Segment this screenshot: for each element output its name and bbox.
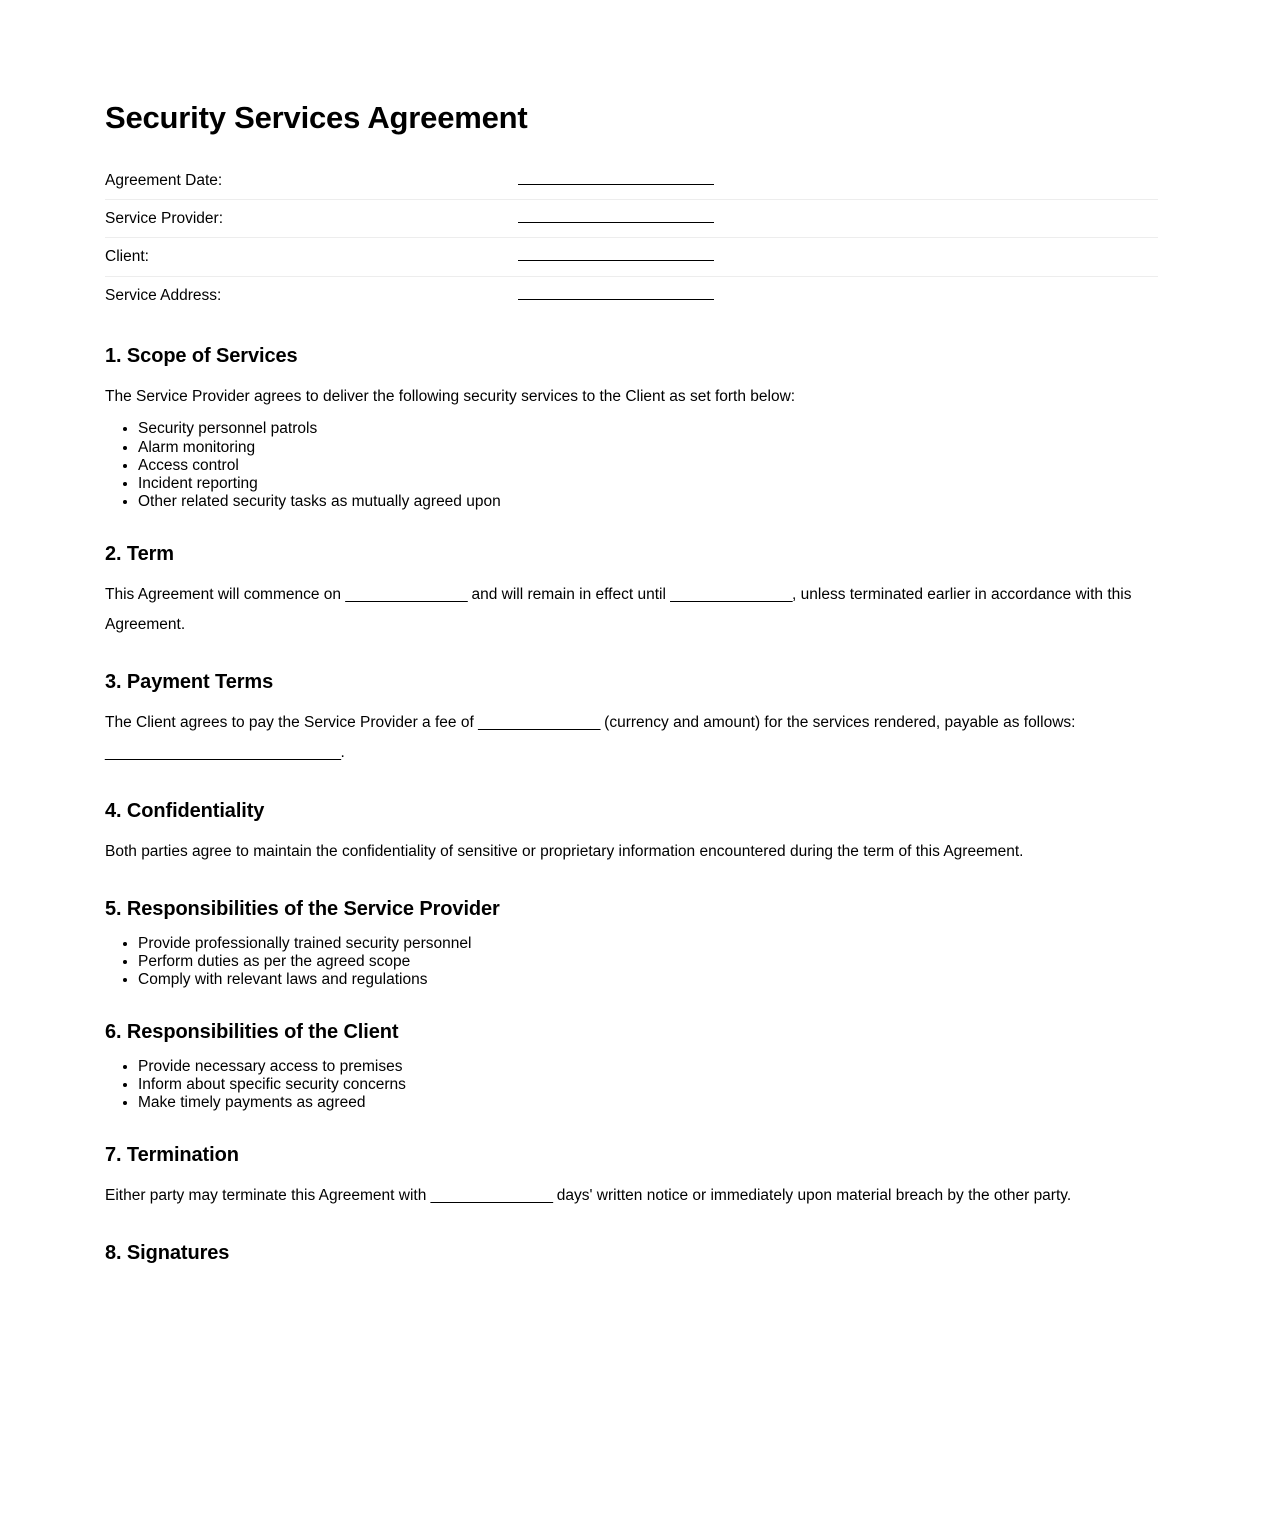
service-address-cell <box>518 276 1158 314</box>
list-item: • Perform duties as per the agreed scope <box>138 953 1158 971</box>
section-heading-signatures: 8. Signatures <box>105 1241 230 1264</box>
list-item: • Incident reporting <box>138 475 1158 493</box>
list-item: • Access control <box>138 457 1158 475</box>
client-responsibilities-list <box>105 1058 1158 1113</box>
client-cell <box>518 238 1158 276</box>
section-heading-client-responsibilities: 6. Responsibilities of the Client <box>105 1020 399 1043</box>
table-row <box>105 162 1158 200</box>
termination-text-before: Either party may terminate this Agreement with <box>105 1186 431 1204</box>
scope-intro-text: The Service Provider agrees to deliver the following security services to the Client as set forth below: <box>105 388 796 406</box>
section-heading-payment: 3. Payment Terms <box>105 671 274 694</box>
table-row <box>105 200 1158 238</box>
section-heading-provider-responsibilities: 5. Responsibilities of the Service Provider <box>105 897 500 920</box>
section-heading-termination: 7. Termination <box>105 1143 239 1166</box>
term-text-middle: and will remain in effect until <box>467 585 671 603</box>
termination-notice-blank[interactable]: _______________ <box>430 1186 553 1204</box>
list-item: • Other related security tasks as mutually agreed upon <box>138 493 1158 511</box>
term-start-blank[interactable]: _______________ <box>345 585 468 603</box>
page-title: Security Services Agreement <box>105 100 528 135</box>
payment-paragraph <box>105 708 1158 768</box>
agreement-date-label: Agreement Date: <box>105 162 518 200</box>
payment-text-after: (currency and amount) for the services rendered, payable as follows: <box>599 714 1076 732</box>
list-item: • Security personnel patrols <box>138 420 1158 438</box>
parties-table <box>105 162 1158 315</box>
payment-text-before: The Client agrees to pay the Service Provider a fee of <box>105 714 479 732</box>
section-heading-scope: 1. Scope of Services <box>105 345 298 368</box>
service-address-fill-line[interactable] <box>518 286 714 300</box>
term-paragraph <box>105 580 1158 640</box>
list-item: • Make timely payments as agreed <box>138 1094 1158 1112</box>
scope-list <box>105 420 1158 511</box>
client-label: Client: <box>105 238 518 276</box>
client-fill-line[interactable] <box>518 247 714 261</box>
confidentiality-text: Both parties agree to maintain the confidentiality of sensitive or proprietary information encountered during the term of this Agreement. <box>105 842 1024 860</box>
termination-paragraph <box>105 1181 1158 1211</box>
list-item: • Provide professionally trained security personnel <box>138 935 1158 953</box>
term-text-before: This Agreement will commence on <box>105 585 346 603</box>
list-item: • Alarm monitoring <box>138 439 1158 457</box>
payment-text-period: . <box>340 744 345 762</box>
parties-table-body <box>105 162 1158 315</box>
signatures-blank-area <box>105 1279 1158 1479</box>
service-provider-fill-line[interactable] <box>518 209 714 223</box>
section-heading-term: 2. Term <box>105 542 174 565</box>
agreement-date-fill-line[interactable] <box>518 171 714 185</box>
termination-text-after: days' written notice or immediately upon material breach by the other party. <box>552 1186 1072 1204</box>
term-text-after: , unless terminated earlier in accordance with this Agreement. <box>105 585 1132 633</box>
table-row <box>105 238 1158 276</box>
term-end-blank[interactable]: _______________ <box>670 585 793 603</box>
service-provider-cell <box>518 200 1158 238</box>
section-heading-confidentiality: 4. Confidentiality <box>105 799 265 822</box>
list-item: • Inform about specific security concerns <box>138 1076 1158 1094</box>
list-item: • Comply with relevant laws and regulations <box>138 971 1158 989</box>
service-address-label: Service Address: <box>105 286 222 304</box>
agreement-date-cell <box>518 162 1158 200</box>
service-provider-label: Service Provider: <box>105 200 518 238</box>
payment-schedule-blank[interactable]: _____________________________ <box>105 744 341 762</box>
list-item: • Provide necessary access to premises <box>138 1058 1158 1076</box>
table-row <box>105 276 1158 314</box>
payment-fee-blank[interactable]: _______________ <box>478 714 600 732</box>
provider-responsibilities-list <box>105 935 1158 990</box>
